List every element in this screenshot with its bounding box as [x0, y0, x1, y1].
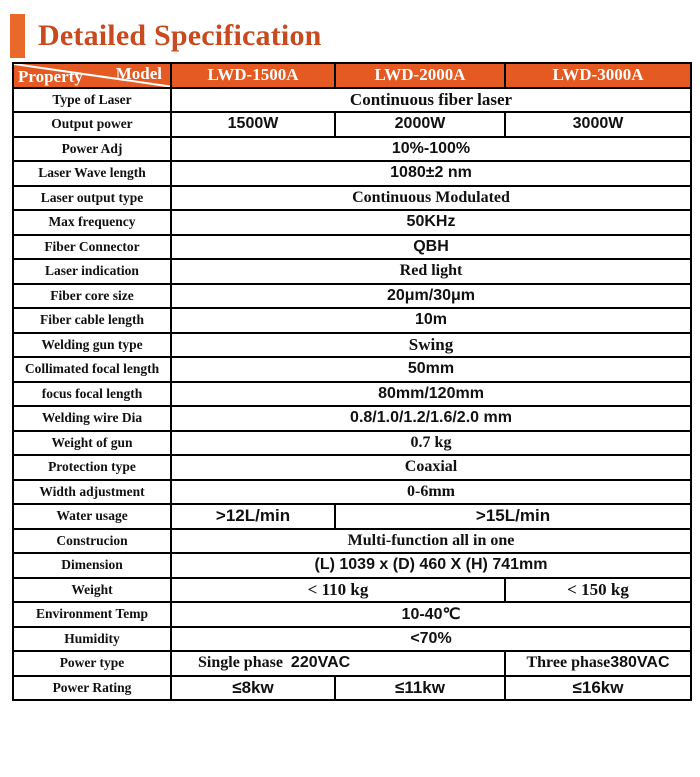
- row-value: ≤11kw: [335, 676, 505, 701]
- table-row: [13, 406, 691, 431]
- model-header-2000a: LWD-2000A: [335, 63, 505, 88]
- table-row: [13, 627, 691, 652]
- row-label: Welding gun type: [13, 333, 171, 358]
- row-value: QBH: [171, 235, 691, 260]
- model-header-1500a: LWD-1500A: [171, 63, 335, 88]
- row-label: Fiber Connector: [13, 235, 171, 260]
- table-row: [13, 186, 691, 211]
- table-row: [13, 578, 691, 603]
- table-row: [13, 676, 691, 701]
- row-value: >15L/min: [335, 504, 691, 529]
- row-value: 0.7 kg: [171, 431, 691, 456]
- row-label: Laser output type: [13, 186, 171, 211]
- model-label: Model: [115, 64, 162, 83]
- table-row: [13, 651, 691, 676]
- heading-accent-bar: [10, 14, 25, 58]
- row-label: focus focal length: [13, 382, 171, 407]
- row-value: [171, 651, 505, 676]
- table-row: [13, 553, 691, 578]
- row-value: 1500W: [171, 112, 335, 137]
- table-row: [13, 112, 691, 137]
- row-value: (L) 1039 x (D) 460 X (H) 741mm: [171, 553, 691, 578]
- row-label: Fiber cable length: [13, 308, 171, 333]
- table-row: [13, 529, 691, 554]
- row-value: < 110 kg: [171, 578, 505, 603]
- row-value: Swing: [171, 333, 691, 358]
- table-row: [13, 382, 691, 407]
- table-row: [13, 357, 691, 382]
- row-value: >12L/min: [171, 504, 335, 529]
- table-row: [13, 333, 691, 358]
- power-type-prefix: Three phase: [526, 654, 611, 672]
- row-value: 10-40℃: [171, 602, 691, 627]
- row-value: 10%-100%: [171, 137, 691, 162]
- table-row: [13, 137, 691, 162]
- row-label: Type of Laser: [13, 88, 171, 113]
- row-value: Red light: [171, 259, 691, 284]
- row-label: Dimension: [13, 553, 171, 578]
- row-label: Water usage: [13, 504, 171, 529]
- row-value: [505, 651, 691, 676]
- row-value: 1080±2 nm: [171, 161, 691, 186]
- row-value: 2000W: [335, 112, 505, 137]
- table-row: [13, 88, 691, 113]
- row-value: Multi-function all in one: [171, 529, 691, 554]
- table-row: [13, 284, 691, 309]
- row-value: 50KHz: [171, 210, 691, 235]
- row-label: Output power: [13, 112, 171, 137]
- row-label: Max frequency: [13, 210, 171, 235]
- row-label: Weight: [13, 578, 171, 603]
- row-value: Continuous fiber laser: [171, 88, 691, 113]
- row-label: Environment Temp: [13, 602, 171, 627]
- row-value: 3000W: [505, 112, 691, 137]
- row-label: Welding wire Dia: [13, 406, 171, 431]
- table-row: [13, 480, 691, 505]
- row-label: Power Rating: [13, 676, 171, 701]
- table-row: [13, 210, 691, 235]
- row-value: 0.8/1.0/1.2/1.6/2.0 mm: [171, 406, 691, 431]
- model-property-corner-cell: [13, 63, 171, 88]
- table-row: [13, 161, 691, 186]
- row-label: Laser indication: [13, 259, 171, 284]
- row-value: <70%: [171, 627, 691, 652]
- row-value: Continuous Modulated: [171, 186, 691, 211]
- table-row: [13, 235, 691, 260]
- row-label: Laser Wave length: [13, 161, 171, 186]
- row-value: 0-6mm: [171, 480, 691, 505]
- row-label: Power type: [13, 651, 171, 676]
- row-label: Collimated focal length: [13, 357, 171, 382]
- table-row: [13, 308, 691, 333]
- power-type-voltage: 220VAC: [290, 654, 351, 672]
- table-header-row: [13, 63, 691, 88]
- row-value: ≤16kw: [505, 676, 691, 701]
- table-row: [13, 602, 691, 627]
- power-type-prefix: Single phase: [198, 654, 283, 672]
- model-header-3000a: LWD-3000A: [505, 63, 691, 88]
- row-value: ≤8kw: [171, 676, 335, 701]
- table-row: [13, 504, 691, 529]
- row-value: 50mm: [171, 357, 691, 382]
- table-row: [13, 259, 691, 284]
- row-label: Humidity: [13, 627, 171, 652]
- row-value: 20μm/30μm: [171, 284, 691, 309]
- table-row: [13, 455, 691, 480]
- row-label: Weight of gun: [13, 431, 171, 456]
- power-type-voltage: 380VAC: [610, 654, 670, 672]
- row-label: Construcion: [13, 529, 171, 554]
- table-row: [13, 431, 691, 456]
- page-title: Detailed Specification: [38, 19, 322, 52]
- row-label: Width adjustment: [13, 480, 171, 505]
- row-label: Power Adj: [13, 137, 171, 162]
- row-value: < 150 kg: [505, 578, 691, 603]
- spec-table: [12, 62, 692, 701]
- row-label: Fiber core size: [13, 284, 171, 309]
- row-value: 10m: [171, 308, 691, 333]
- row-value: 80mm/120mm: [171, 382, 691, 407]
- row-value: Coaxial: [171, 455, 691, 480]
- row-label: Protection type: [13, 455, 171, 480]
- property-label: Property: [18, 66, 83, 86]
